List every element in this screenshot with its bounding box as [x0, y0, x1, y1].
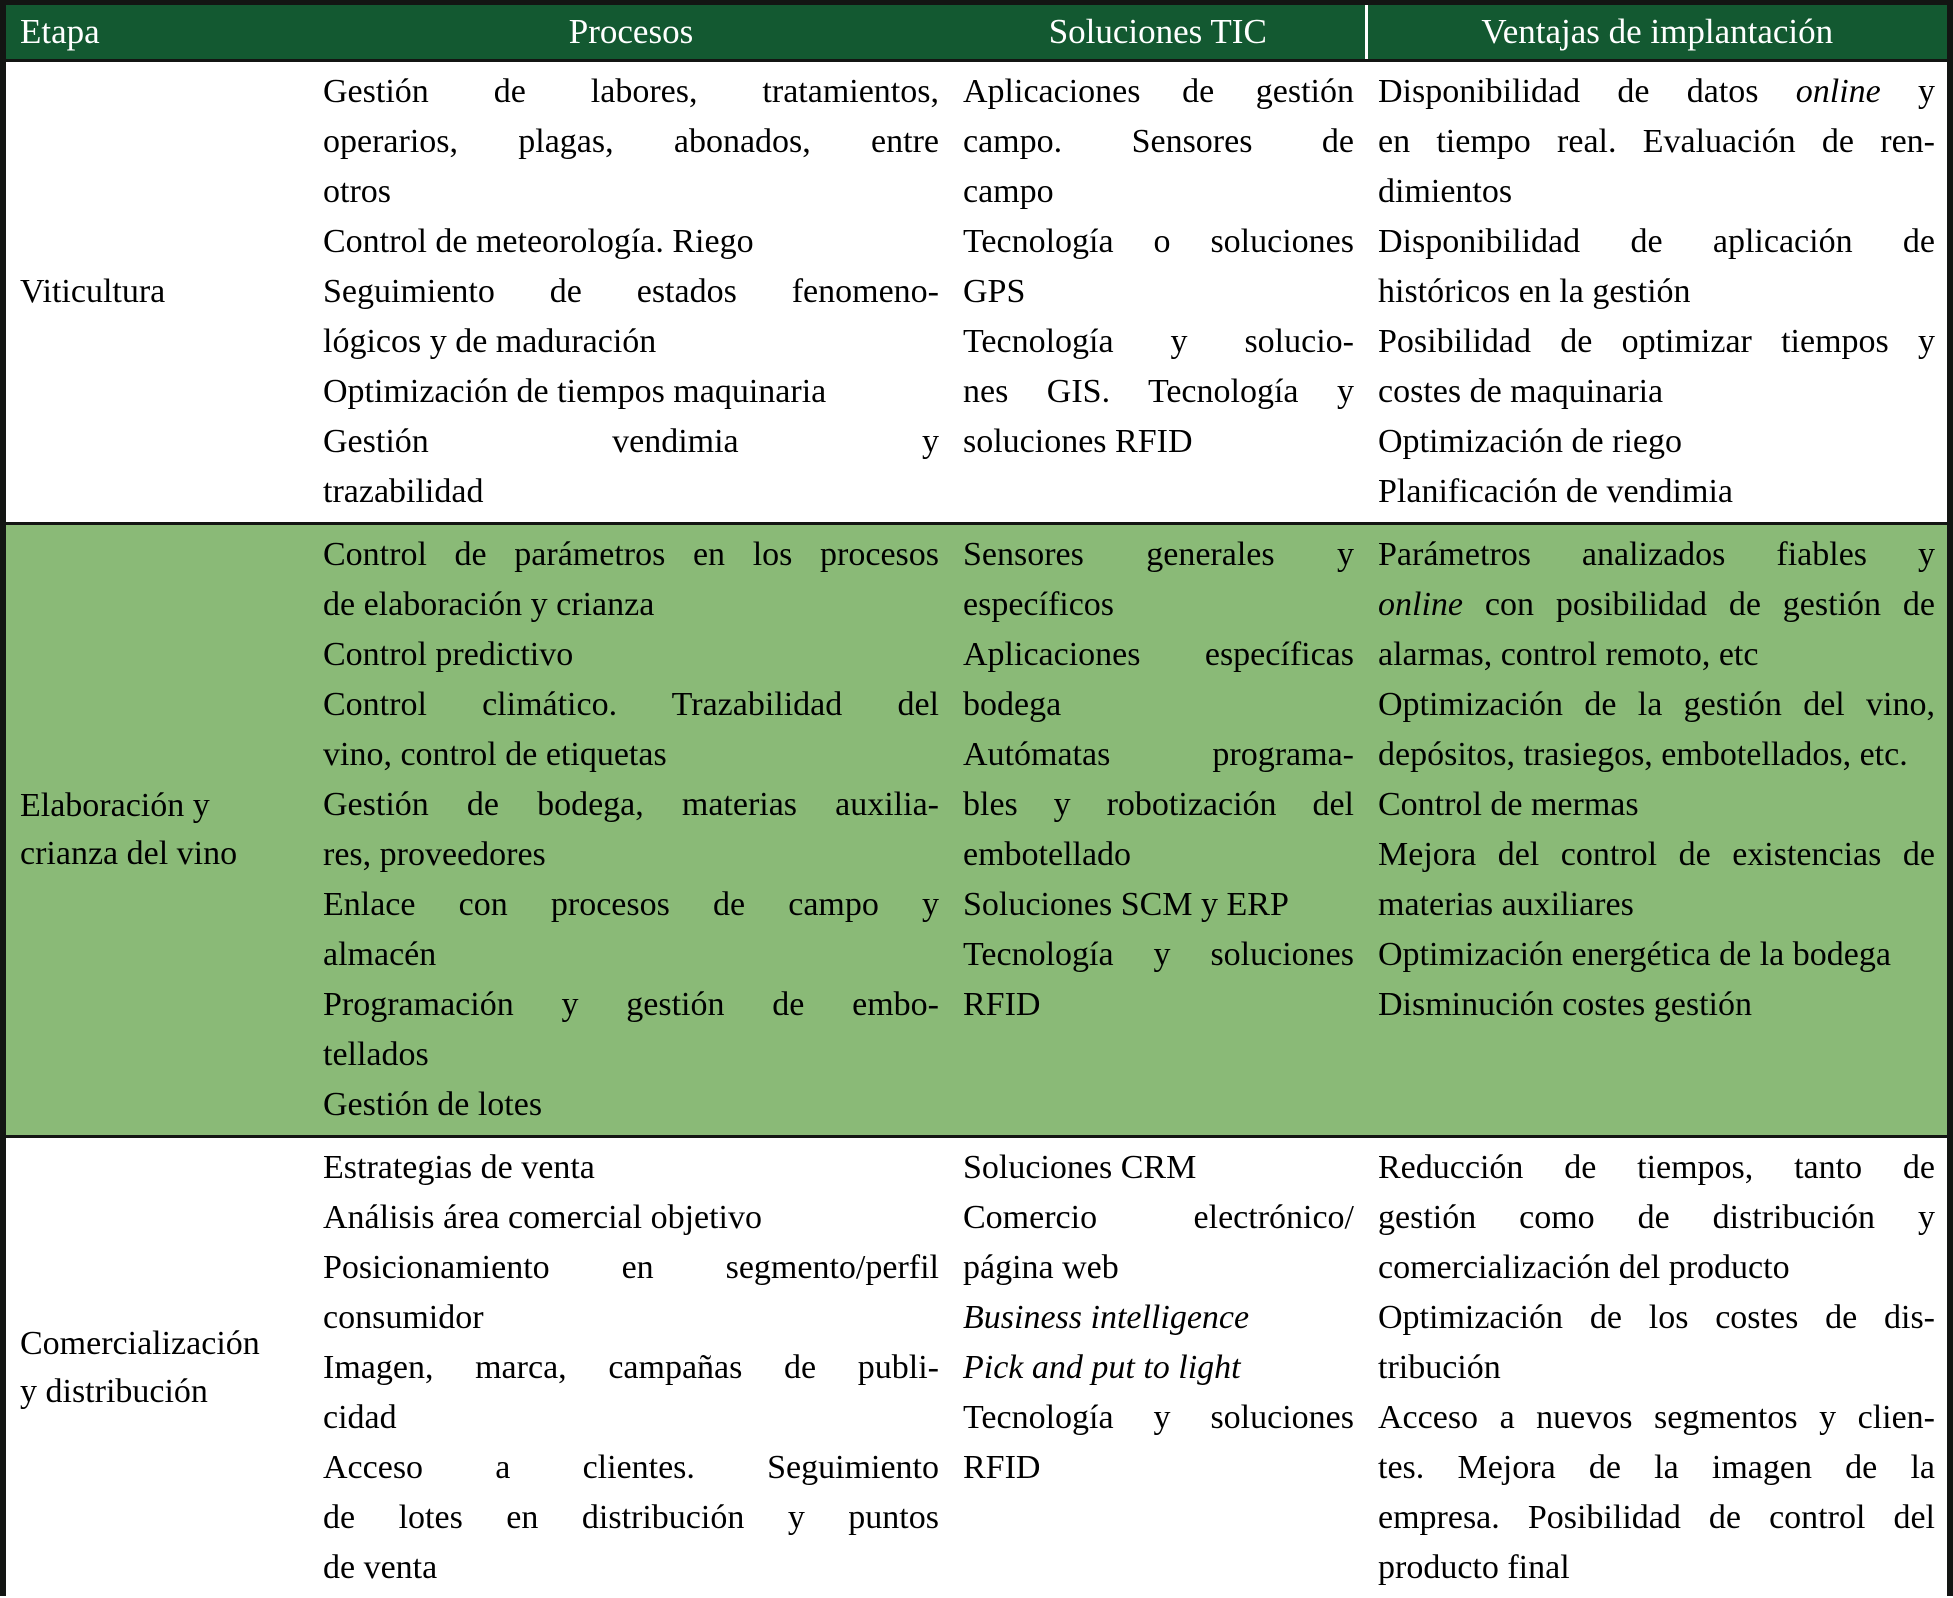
cell-item	[1378, 317, 1935, 417]
cell-line: Seguimiento de estados fenomeno-	[323, 267, 939, 317]
cell-item	[1378, 1393, 1935, 1593]
cell-line: bles y robotización del	[963, 780, 1354, 830]
cell-line: Análisis área comercial objetivo	[323, 1193, 939, 1243]
cell-line: GPS	[963, 267, 1354, 317]
etapa-cell	[6, 61, 311, 524]
cell-item	[323, 267, 939, 367]
cell-line: Planificación de vendimia	[1378, 467, 1935, 517]
cell-line: Posibilidad de optimizar tiempos y	[1378, 317, 1935, 367]
stage-label-line: Elaboración y	[20, 782, 299, 830]
cell-line: tribución	[1378, 1343, 1935, 1393]
cell-line: Tecnología o soluciones	[963, 217, 1354, 267]
cell-item	[963, 880, 1354, 930]
cell-item	[323, 980, 939, 1080]
cell-item	[323, 630, 939, 680]
cell-item	[323, 1080, 939, 1130]
column-header-etapa: Etapa	[6, 5, 311, 61]
cell-line: res, proveedores	[323, 830, 939, 880]
cell-line: lógicos y de maduración	[323, 317, 939, 367]
cell-line: Optimización de riego	[1378, 417, 1935, 467]
cell-line: tes. Mejora de la imagen de la	[1378, 1443, 1935, 1493]
cell-line: de lotes en distribución y puntos	[323, 1493, 939, 1543]
cell-line: Disminución costes gestión	[1378, 980, 1935, 1030]
cell-line: Sensores generales y	[963, 530, 1354, 580]
cell-item	[323, 530, 939, 630]
cell-item	[963, 1343, 1354, 1393]
cell-line: soluciones RFID	[963, 417, 1354, 467]
cell-line: depósitos, trasiegos, embotellados, etc.	[1378, 730, 1935, 780]
cell-line: almacén	[323, 930, 939, 980]
cell-line: online con posibilidad de gestión de	[1378, 580, 1935, 630]
cell-line: tellados	[323, 1030, 939, 1080]
cell-line: Imagen, marca, campañas de publi-	[323, 1343, 939, 1393]
cell-line: otros	[323, 167, 939, 217]
cell-line: históricos en la gestión	[1378, 267, 1935, 317]
ventajas-cell	[1366, 61, 1947, 524]
cell-item	[963, 1193, 1354, 1293]
cell-line: campo. Sensores de	[963, 117, 1354, 167]
cell-line: Tecnología y soluciones	[963, 1393, 1354, 1443]
cell-item	[1378, 1293, 1935, 1393]
cell-line: Aplicaciones específicas	[963, 630, 1354, 680]
cell-line: producto final	[1378, 1543, 1935, 1593]
cell-item	[323, 680, 939, 780]
cell-item	[1378, 980, 1935, 1030]
cell-item	[323, 1193, 939, 1243]
cell-item	[1378, 467, 1935, 517]
cell-line: empresa. Posibilidad de control del	[1378, 1493, 1935, 1543]
soluciones-tic-cell	[951, 524, 1366, 1137]
cell-line: gestión como de distribución y	[1378, 1193, 1935, 1243]
etapa-cell	[6, 524, 311, 1137]
table-header	[6, 5, 1947, 61]
cell-item	[963, 730, 1354, 880]
cell-item	[323, 1443, 939, 1593]
cell-line: bodega	[963, 680, 1354, 730]
cell-line: de venta	[323, 1543, 939, 1593]
cell-line: de elaboración y crianza	[323, 580, 939, 630]
cell-line: Posicionamiento en segmento/perfil	[323, 1243, 939, 1293]
cell-line: campo	[963, 167, 1354, 217]
cell-item	[963, 217, 1354, 317]
cell-item	[963, 530, 1354, 630]
cell-line: Business intelligence	[963, 1293, 1354, 1343]
procesos-cell	[311, 524, 951, 1137]
cell-line: RFID	[963, 1443, 1354, 1493]
cell-line: Tecnología y solucio-	[963, 317, 1354, 367]
cell-line: Optimización de la gestión del vino,	[1378, 680, 1935, 730]
column-header-ventajas: Ventajas de implantación	[1366, 5, 1947, 61]
table-row	[6, 524, 1947, 1137]
cell-item	[963, 67, 1354, 217]
cell-item	[323, 780, 939, 880]
cell-item	[963, 1393, 1354, 1493]
cell-item	[323, 217, 939, 267]
cell-line: cidad	[323, 1393, 939, 1443]
cell-line: específicos	[963, 580, 1354, 630]
stage-label-line: Viticultura	[20, 268, 299, 316]
ventajas-cell	[1366, 524, 1947, 1137]
cell-item	[323, 1243, 939, 1343]
cell-item	[1378, 780, 1935, 830]
cell-item	[323, 367, 939, 417]
cell-item	[1378, 680, 1935, 780]
cell-line: Programación y gestión de embo-	[323, 980, 939, 1030]
cell-line: RFID	[963, 980, 1354, 1030]
cell-item	[963, 1143, 1354, 1193]
cell-line: Soluciones CRM	[963, 1143, 1354, 1193]
cell-line: alarmas, control remoto, etc	[1378, 630, 1935, 680]
cell-line: Acceso a clientes. Seguimiento	[323, 1443, 939, 1493]
stage-label-line: Comercialización	[20, 1320, 299, 1368]
cell-line: trazabilidad	[323, 467, 939, 517]
cell-item	[323, 417, 939, 517]
cell-line: Disponibilidad de aplicación de	[1378, 217, 1935, 267]
cell-line: Gestión de labores, tratamientos,	[323, 67, 939, 117]
cell-line: comercialización del producto	[1378, 1243, 1935, 1293]
table-body	[6, 61, 1947, 1598]
cell-line: Estrategias de venta	[323, 1143, 939, 1193]
procesos-cell	[311, 61, 951, 524]
cell-line: Disponibilidad de datos online y	[1378, 67, 1935, 117]
cell-line: Pick and put to light	[963, 1343, 1354, 1393]
cell-line: Mejora del control de existencias de	[1378, 830, 1935, 880]
cell-item	[963, 317, 1354, 467]
cell-line: Tecnología y soluciones	[963, 930, 1354, 980]
cell-item	[1378, 417, 1935, 467]
tic-table	[6, 5, 1947, 1598]
ventajas-cell	[1366, 1137, 1947, 1598]
header-row	[6, 5, 1947, 61]
cell-item	[1378, 217, 1935, 317]
cell-item	[323, 1343, 939, 1443]
cell-line: Parámetros analizados fiables y	[1378, 530, 1935, 580]
cell-line: costes de maquinaria	[1378, 367, 1935, 417]
cell-item	[323, 880, 939, 980]
cell-line: Optimización de tiempos maquinaria	[323, 367, 939, 417]
cell-line: vino, control de etiquetas	[323, 730, 939, 780]
cell-line: Acceso a nuevos segmentos y clien-	[1378, 1393, 1935, 1443]
column-header-procesos: Procesos	[311, 5, 951, 61]
cell-item	[963, 1293, 1354, 1343]
cell-item	[1378, 1143, 1935, 1293]
cell-item	[1378, 530, 1935, 680]
soluciones-tic-cell	[951, 1137, 1366, 1598]
cell-line: Aplicaciones de gestión	[963, 67, 1354, 117]
cell-item	[1378, 67, 1935, 217]
column-header-soluciones-tic: Soluciones TIC	[951, 5, 1366, 61]
cell-line: Optimización de los costes de dis-	[1378, 1293, 1935, 1343]
stage-label-line: y distribución	[20, 1368, 299, 1416]
cell-line: materias auxiliares	[1378, 880, 1935, 930]
cell-line: Reducción de tiempos, tanto de	[1378, 1143, 1935, 1193]
cell-item	[323, 1143, 939, 1193]
table-row	[6, 61, 1947, 524]
cell-line: Control climático. Trazabilidad del	[323, 680, 939, 730]
cell-line: Control de parámetros en los procesos	[323, 530, 939, 580]
soluciones-tic-cell	[951, 61, 1366, 524]
cell-line: embotellado	[963, 830, 1354, 880]
table-row	[6, 1137, 1947, 1598]
procesos-cell	[311, 1137, 951, 1598]
cell-line: Gestión de bodega, materias auxilia-	[323, 780, 939, 830]
cell-line: Optimización energética de la bodega	[1378, 930, 1935, 980]
cell-item	[963, 630, 1354, 730]
cell-line: operarios, plagas, abonados, entre	[323, 117, 939, 167]
cell-line: Autómatas programa-	[963, 730, 1354, 780]
cell-line: nes GIS. Tecnología y	[963, 367, 1354, 417]
cell-item	[963, 930, 1354, 1030]
cell-line: Soluciones SCM y ERP	[963, 880, 1354, 930]
cell-item	[1378, 830, 1935, 930]
cell-line: Gestión de lotes	[323, 1080, 939, 1130]
cell-line: Control de mermas	[1378, 780, 1935, 830]
cell-line: dimientos	[1378, 167, 1935, 217]
etapa-cell	[6, 1137, 311, 1598]
cell-line: Comercio electrónico/	[963, 1193, 1354, 1243]
cell-line: consumidor	[323, 1293, 939, 1343]
stage-label-line: crianza del vino	[20, 830, 299, 878]
cell-line: Gestión vendimia y	[323, 417, 939, 467]
cell-line: Control de meteorología. Riego	[323, 217, 939, 267]
cell-line: en tiempo real. Evaluación de ren-	[1378, 117, 1935, 167]
cell-line: página web	[963, 1243, 1354, 1293]
cell-item	[323, 67, 939, 217]
cell-item	[1378, 930, 1935, 980]
cell-line: Control predictivo	[323, 630, 939, 680]
cell-line: Enlace con procesos de campo y	[323, 880, 939, 930]
